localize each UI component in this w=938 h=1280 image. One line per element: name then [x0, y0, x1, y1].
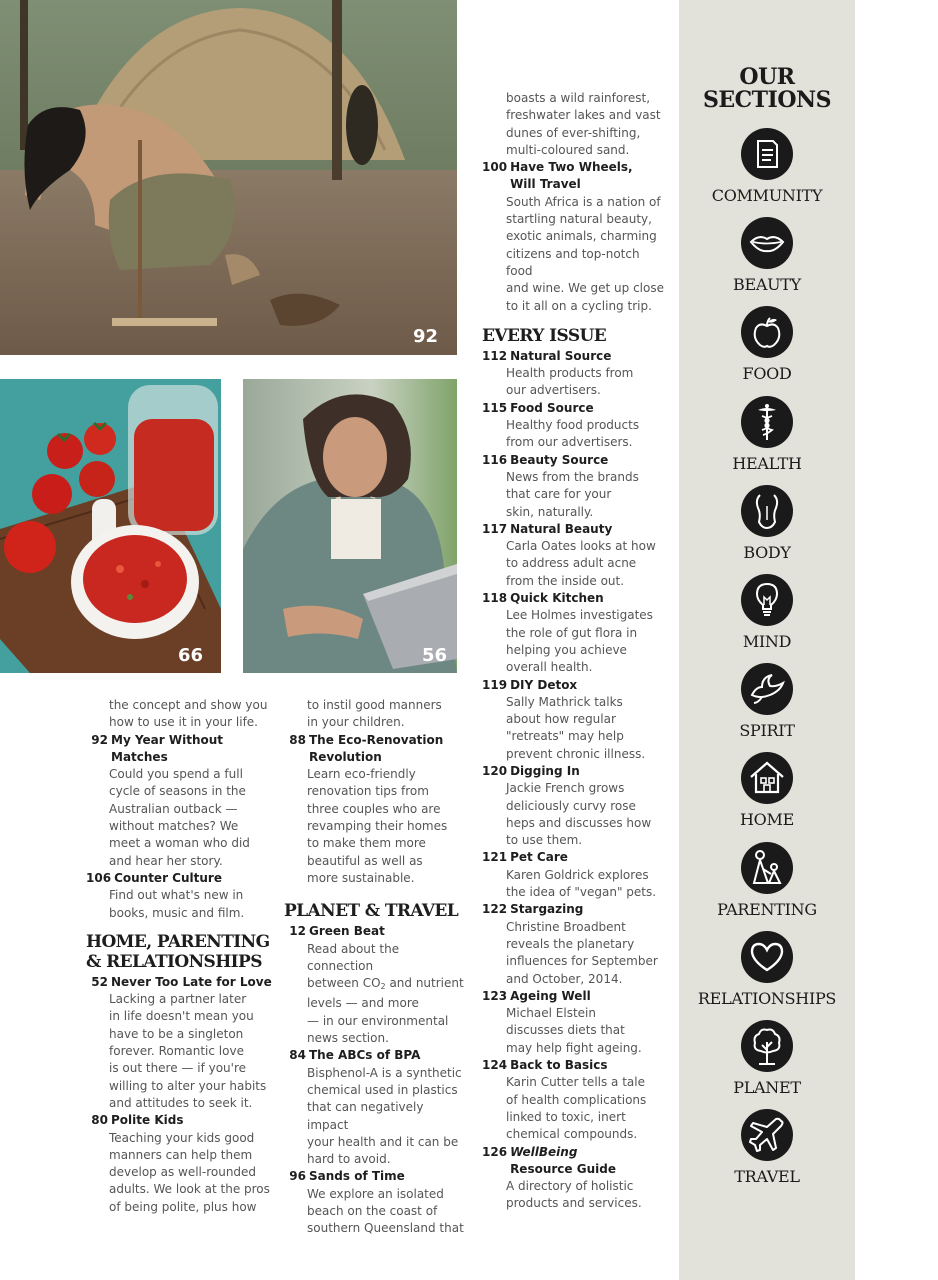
desc-line: of being polite, plus how	[109, 1199, 257, 1214]
toc-entry-88[interactable]	[284, 732, 464, 888]
desc-line: Australian outback —	[109, 801, 238, 816]
section-spirit[interactable]	[679, 663, 855, 740]
section-heading-every-issue	[482, 326, 664, 346]
toc-entry-100[interactable]	[482, 159, 664, 315]
section-relationships[interactable]	[679, 931, 855, 1008]
section-mind[interactable]	[679, 574, 855, 651]
every-issue-list	[482, 348, 664, 1144]
entry-description	[482, 780, 664, 849]
section-body[interactable]	[679, 485, 855, 562]
entry-title: Beauty Source	[510, 452, 609, 467]
section-label: FOOD	[742, 364, 792, 384]
sidebar-title	[679, 66, 855, 112]
desc-line: hard to avoid.	[307, 1152, 391, 1167]
desc-line: exotic animals, charming	[506, 229, 657, 244]
toc-column-3	[482, 90, 664, 1213]
lips-icon	[741, 217, 793, 269]
entry-title: DIY Detox	[510, 677, 578, 692]
desc-line: Teaching your kids good	[109, 1130, 255, 1145]
desc-line: discusses diets that	[506, 1023, 625, 1038]
photo-bushcraft-fire	[0, 0, 457, 355]
airplane-icon	[741, 1109, 793, 1161]
desc-line: News from the brands	[506, 469, 639, 484]
desc-line: meet a woman who did	[109, 836, 250, 851]
desc-text: and nutrient	[385, 976, 464, 991]
desc-line: in life doesn't mean you	[109, 1009, 254, 1024]
desc-line: cycle of seasons in the	[109, 784, 246, 799]
desc-line: and October, 2014.	[506, 971, 623, 986]
desc-line: more sustainable.	[307, 870, 415, 885]
desc-line: to address adult acne	[506, 556, 637, 571]
desc-line: Read about the connection	[307, 941, 400, 973]
title-line: Resource Guide	[510, 1161, 616, 1176]
desc-line: Karen Goldrick explores	[506, 867, 649, 882]
continued-description	[482, 90, 664, 159]
entry-page-number: 120	[482, 763, 508, 778]
desc-line: renovation tips from	[307, 784, 429, 799]
entry-title	[309, 732, 464, 767]
entry-title: Digging In	[510, 763, 580, 778]
desc-line: your health and it can be	[307, 1134, 459, 1149]
title-line: The Eco-Renovation	[309, 732, 444, 747]
desc-line: Bisphenol-A is a synthetic	[307, 1065, 462, 1080]
desc-line: and attitudes to seek it.	[109, 1095, 253, 1110]
desc-line: dunes of ever-shifting,	[506, 125, 641, 140]
photo-laptop-illustration	[243, 379, 457, 673]
desc-line: Christine Broadbent	[506, 919, 626, 934]
entry-title: Green Beat	[309, 924, 385, 939]
entry-page-number: 121	[482, 850, 508, 865]
entry-title: My Year Without Matches	[111, 732, 224, 764]
section-label: SPIRIT	[739, 721, 795, 741]
desc-line: Healthy food products	[506, 418, 640, 433]
toc-entry-119[interactable]	[482, 677, 664, 763]
entry-page-number: 116	[482, 452, 508, 467]
desc-line: how to use it in your life.	[109, 715, 258, 730]
toc-entry-116[interactable]	[482, 452, 664, 521]
entry-page-number: 117	[482, 521, 508, 536]
desc-line: beautiful as well as	[307, 853, 423, 868]
photo-page-number: 66	[177, 645, 203, 666]
desc-line: skin, naturally.	[506, 504, 594, 519]
desc-line: news section.	[307, 1031, 389, 1046]
toc-entry-92[interactable]	[86, 732, 276, 870]
entry-description	[482, 694, 664, 763]
sections-sidebar	[679, 0, 855, 1280]
toc-entry-80[interactable]	[86, 1112, 276, 1216]
desc-line: influences for September	[506, 954, 658, 969]
toc-entry-120[interactable]	[482, 763, 664, 849]
apple-icon	[741, 306, 793, 358]
entry-description	[482, 1074, 664, 1143]
document-icon	[741, 128, 793, 180]
entry-page-number: 126	[482, 1144, 508, 1159]
section-label: RELATIONSHIPS	[697, 988, 837, 1008]
section-parenting[interactable]	[679, 842, 855, 919]
toc-entry-122[interactable]	[482, 901, 664, 987]
desc-line: adults. We look at the pros	[109, 1182, 270, 1197]
desc-line: products and services.	[506, 1196, 642, 1211]
entry-page-number: 80	[91, 1113, 108, 1128]
entry-description	[284, 1186, 464, 1238]
desc-line: is out there — if you're	[109, 1061, 247, 1076]
desc-line: Find out what's new in	[109, 888, 244, 903]
toc-entry-112[interactable]	[482, 348, 664, 400]
parent-child-icon	[741, 842, 793, 894]
desc-line: willing to alter your habits	[109, 1078, 267, 1093]
entry-description	[86, 887, 276, 922]
desc-line: freshwater lakes and vast	[506, 108, 661, 123]
section-health[interactable]	[679, 396, 855, 473]
desc-line: Learn eco-friendly	[307, 767, 416, 782]
desc-line: of health complications	[506, 1092, 647, 1107]
entry-description	[284, 941, 464, 1048]
desc-line: Lacking a partner later	[109, 992, 247, 1007]
lightbulb-icon	[741, 574, 793, 626]
section-label: TRAVEL	[734, 1167, 800, 1187]
entry-description	[482, 919, 664, 988]
heading-line: EVERY ISSUE	[482, 325, 607, 346]
desc-line: in your children.	[307, 715, 405, 730]
desc-line: Sally Mathrick talks	[506, 694, 623, 709]
section-label: HEALTH	[732, 453, 802, 473]
photo-woman-laptop	[243, 379, 457, 673]
desc-line: helping you achieve	[506, 642, 627, 657]
section-label: COMMUNITY	[711, 186, 823, 205]
entry-title: The ABCs of BPA	[309, 1048, 421, 1063]
photo-salsa-illustration	[0, 379, 221, 673]
desc-line: books, music and film.	[109, 905, 245, 920]
desc-line: forever. Romantic love	[109, 1044, 244, 1059]
tree-icon	[741, 1020, 793, 1072]
desc-line: about how regular	[506, 712, 616, 727]
entry-page-number: 112	[482, 348, 508, 363]
toc-entry-96[interactable]	[284, 1168, 464, 1237]
section-label: MIND	[742, 632, 792, 651]
caduceus-icon	[741, 396, 793, 448]
entry-description	[86, 991, 276, 1112]
desc-line: Carla Oates looks at how	[506, 539, 656, 554]
entry-page-number: 122	[482, 902, 508, 917]
toc-column-1	[86, 697, 276, 1216]
desc-line: from the inside out.	[506, 573, 625, 588]
house-icon	[741, 752, 793, 804]
desc-line: Michael Elstein	[506, 1006, 596, 1021]
entry-description	[482, 194, 664, 315]
desc-line: and wine. We get up close	[506, 281, 664, 296]
desc-line: — in our environmental	[307, 1013, 449, 1028]
section-label: PLANET	[733, 1078, 801, 1097]
entry-page-number: 92	[91, 732, 108, 747]
entry-title: Back to Basics	[510, 1058, 608, 1073]
sidebar-title-line: OUR	[739, 64, 795, 90]
entry-title: Quick Kitchen	[510, 591, 604, 606]
section-label: PARENTING	[717, 899, 817, 919]
section-community[interactable]	[679, 128, 855, 205]
toc-entry-126[interactable]	[482, 1144, 664, 1213]
desc-line: We explore an isolated	[307, 1186, 444, 1201]
desc-line: revamping their homes	[307, 819, 448, 834]
entry-description	[482, 365, 664, 400]
entry-page-number: 96	[289, 1169, 306, 1184]
desc-line: chemical used in plastics	[307, 1082, 458, 1097]
entry-title: Natural Source	[510, 348, 612, 363]
desc-line: the role of gut flora in	[506, 625, 638, 640]
heading-line: HOME, PARENTING	[86, 931, 270, 952]
desc-line: our advertisers.	[506, 383, 601, 398]
desc-line: Karin Cutter tells a tale	[506, 1075, 645, 1090]
toc-column-2	[284, 697, 464, 1238]
entry-title: Stargazing	[510, 902, 584, 917]
desc-line: from our advertisers.	[506, 435, 633, 450]
section-beauty[interactable]	[679, 217, 855, 294]
entry-page-number: 52	[91, 974, 108, 989]
desc-line: Jackie French grows	[506, 781, 625, 796]
section-travel[interactable]	[679, 1109, 855, 1186]
entry-page-number: 124	[482, 1058, 508, 1073]
entry-description	[86, 1130, 276, 1216]
toc-entry-118[interactable]	[482, 590, 664, 676]
entry-page-number: 118	[482, 591, 508, 606]
desc-line: overall health.	[506, 660, 593, 675]
section-heading-home-parenting	[86, 932, 276, 972]
entry-title	[510, 159, 664, 194]
title-line: Revolution	[309, 749, 382, 764]
section-heading-planet-travel	[284, 901, 464, 921]
entry-title: Food Source	[510, 400, 594, 415]
entry-description	[482, 469, 664, 521]
title-line: Have Two Wheels,	[510, 160, 633, 175]
entry-description	[482, 1005, 664, 1057]
section-planet[interactable]	[679, 1020, 855, 1097]
toc-entry-124[interactable]	[482, 1057, 664, 1143]
photo-page-number: 92	[412, 326, 438, 347]
desc-line: three couples who are	[307, 801, 441, 816]
entry-page-number: 88	[289, 732, 306, 747]
entry-page-number: 123	[482, 988, 508, 1003]
toc-entry-117[interactable]	[482, 521, 664, 590]
desc-line	[307, 975, 464, 995]
desc-line: may help fight ageing.	[506, 1040, 642, 1055]
section-label: BEAUTY	[733, 275, 801, 295]
desc-line: boasts a wild rainforest,	[506, 91, 651, 105]
entry-title: Never Too Late for Love	[111, 974, 272, 989]
subscript: 2	[380, 982, 386, 992]
desc-line: levels — and more	[307, 996, 419, 1011]
desc-line: deliciously curvy rose	[506, 798, 636, 813]
entry-title: Pet Care	[510, 850, 568, 865]
heart-icon	[741, 931, 793, 983]
dove-icon	[741, 663, 793, 715]
toc-entry-52[interactable]	[86, 974, 276, 1112]
continued-description	[284, 697, 464, 732]
desc-line: that can negatively impact	[307, 1100, 424, 1132]
desc-line: multi-coloured sand.	[506, 142, 630, 157]
desc-line: the concept and show you	[109, 698, 268, 712]
toc-entry-106[interactable]	[86, 870, 276, 922]
desc-line: southern Queensland that	[307, 1221, 464, 1236]
desc-line: and hear her story.	[109, 853, 223, 868]
desc-line: to instil good manners	[307, 698, 442, 712]
section-label: HOME	[740, 810, 794, 830]
desc-line: heps and discusses how	[506, 815, 652, 830]
entry-page-number: 84	[289, 1048, 306, 1063]
desc-line: prevent chronic illness.	[506, 746, 646, 761]
desc-line: chemical compounds.	[506, 1127, 638, 1142]
entry-description	[482, 607, 664, 676]
toc-entry-123[interactable]	[482, 988, 664, 1057]
sidebar-title-line: SECTIONS	[703, 87, 831, 113]
entry-page-number: 100	[482, 160, 508, 175]
desc-line: the idea of "vegan" pets.	[506, 885, 657, 900]
toc-entry-12[interactable]	[284, 923, 464, 1047]
desc-line: to use them.	[506, 833, 583, 848]
desc-line: citizens and top-notch food	[506, 246, 640, 278]
desc-line: "retreats" may help	[506, 729, 624, 744]
entry-description	[284, 1065, 464, 1169]
title-italic: WellBeing	[510, 1144, 578, 1159]
section-home[interactable]	[679, 752, 855, 829]
desc-line: that care for your	[506, 487, 612, 502]
toc-entry-121[interactable]	[482, 849, 664, 901]
entry-title: Sands of Time	[309, 1169, 405, 1184]
entry-description	[482, 867, 664, 902]
desc-line: Lee Holmes investigates	[506, 608, 653, 623]
desc-line: reveals the planetary	[506, 936, 635, 951]
entry-page-number: 115	[482, 400, 508, 415]
entry-description	[482, 417, 664, 452]
desc-line: beach on the coast of	[307, 1204, 438, 1219]
desc-line: manners can help them	[109, 1147, 253, 1162]
desc-line: South Africa is a nation of	[506, 194, 661, 209]
continued-description	[86, 697, 276, 732]
heading-line: PLANET & TRAVEL	[284, 901, 459, 922]
entry-description	[482, 1178, 664, 1213]
desc-line: have to be a singleton	[109, 1026, 244, 1041]
heading-line: & RELATIONSHIPS	[86, 951, 262, 972]
toc-entry-84[interactable]	[284, 1047, 464, 1168]
desc-line: A directory of holistic	[506, 1179, 634, 1194]
entry-title: Counter Culture	[114, 870, 222, 885]
desc-line: to make them more	[307, 836, 426, 851]
entry-title: Polite Kids	[111, 1113, 184, 1128]
desc-line: without matches? We	[109, 819, 239, 834]
section-food[interactable]	[679, 306, 855, 383]
entry-page-number: 106	[86, 870, 112, 885]
desc-line: to it all on a cycling trip.	[506, 298, 652, 313]
desc-line: Health products from	[506, 366, 634, 381]
entry-title	[510, 1144, 664, 1179]
section-label: BODY	[743, 542, 791, 562]
desc-text: between CO	[307, 976, 381, 991]
entry-title: Natural Beauty	[510, 521, 613, 536]
entry-description	[284, 766, 464, 887]
photo-page-number: 56	[421, 645, 447, 666]
entry-description	[86, 766, 276, 870]
photo-bushcraft-illustration	[0, 0, 457, 355]
desc-line: linked to toxic, inert	[506, 1109, 626, 1124]
torso-icon	[741, 485, 793, 537]
desc-line: startling natural beauty,	[506, 212, 652, 227]
entry-title: Ageing Well	[510, 988, 591, 1003]
entry-description	[482, 538, 664, 590]
photo-tomato-salsa	[0, 379, 221, 673]
desc-line: develop as well-rounded	[109, 1165, 257, 1180]
entry-page-number: 12	[289, 924, 306, 939]
entry-page-number: 119	[482, 677, 508, 692]
desc-line: Could you spend a full	[109, 767, 243, 782]
toc-entry-115[interactable]	[482, 400, 664, 452]
title-line: Will Travel	[510, 177, 581, 192]
